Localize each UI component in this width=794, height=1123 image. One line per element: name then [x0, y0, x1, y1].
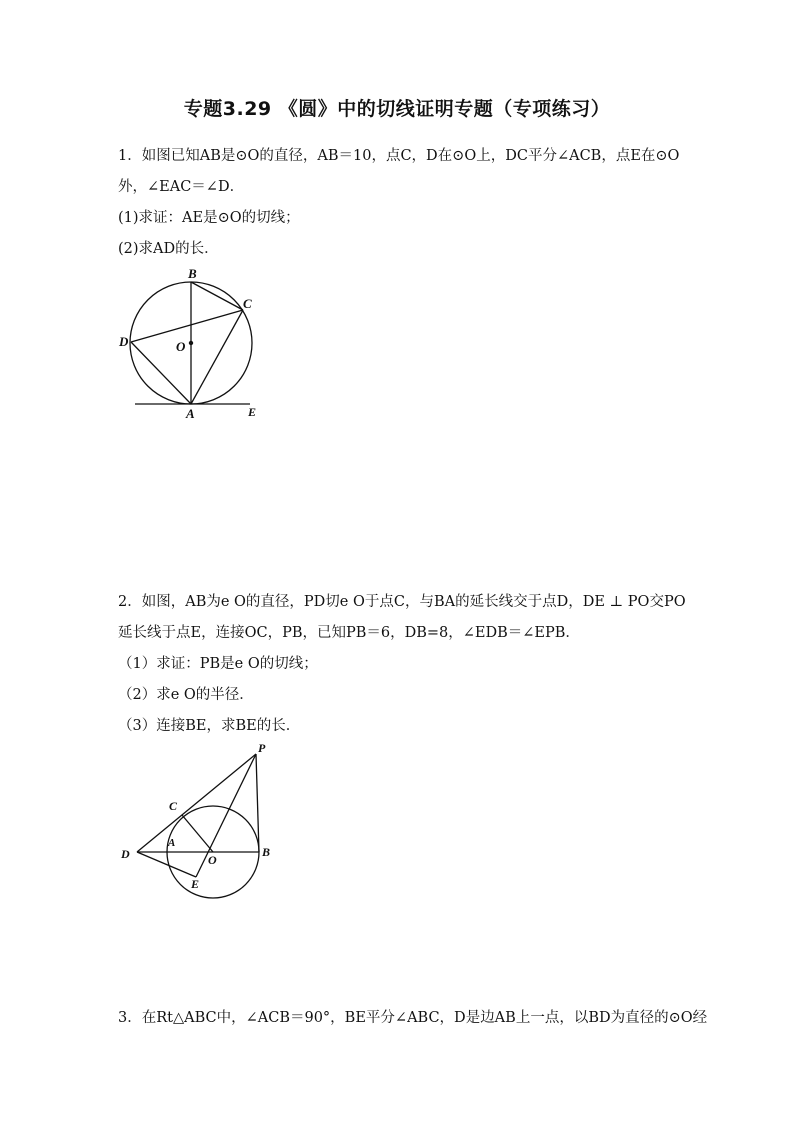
q2-segment-OC	[182, 815, 213, 852]
q1-segment-AC	[191, 310, 243, 404]
q1-segment-DC	[131, 310, 243, 342]
q1-line-3: (1)求证：AE是⊙O的切线；	[118, 210, 300, 226]
q3-line-1: 3．在Rt△ABC中，∠ACB＝90°，BE平分∠ABC，D是边AB上一点，以BD为直径的⊙O经	[118, 1010, 708, 1026]
q2-label-D: D	[121, 847, 130, 861]
q2-label-E: E	[191, 877, 200, 891]
q2-line-1: 2．如图，AB为e O的直径，PD切e O于点C，与BA的延长线交于点D，DE ⊥ PO交PO	[118, 594, 686, 610]
q1-center-point	[189, 341, 193, 345]
q1-segment-BC	[191, 282, 243, 310]
q2-line-3: （1）求证：PB是e O的切线；	[118, 656, 318, 672]
q2-figure	[112, 740, 282, 900]
q2-label-A: A	[168, 837, 176, 849]
q2-label-B: B	[262, 845, 271, 859]
page-title: 专题3.29 《圆》中的切线证明专题（专项练习）	[183, 98, 611, 120]
q2-label-O: O	[208, 853, 217, 867]
q2-line-2: 延长线于点E，连接OC，PB，已知PB＝6，DB=8，∠EDB＝∠EPB．	[118, 625, 580, 641]
q1-label-D: D	[119, 334, 129, 349]
q2-segment-DE	[137, 852, 196, 877]
q1-label-A: A	[186, 406, 195, 421]
q1-line-4: (2)求AD的长．	[118, 241, 219, 257]
q2-line-5: （3）连接BE，求BE的长．	[118, 718, 301, 734]
q1-label-E: E	[248, 405, 257, 419]
q2-label-P: P	[258, 741, 266, 755]
q1-label-B: B	[188, 266, 197, 281]
q1-line-2: 外，∠EAC＝∠D．	[118, 179, 245, 195]
q1-label-C: C	[243, 296, 252, 311]
q1-line-1: 1．如图已知AB是⊙O的直径，AB＝10，点C，D在⊙O上，DC平分∠ACB，点E在⊙O	[118, 148, 680, 164]
q1-label-O: O	[176, 339, 186, 354]
q2-label-C: C	[169, 799, 178, 813]
q2-segment-PE	[196, 754, 256, 877]
q2-line-4: （2）求e O的半径．	[118, 687, 254, 703]
q1-figure	[110, 262, 280, 422]
q2-segment-DP	[137, 754, 256, 852]
